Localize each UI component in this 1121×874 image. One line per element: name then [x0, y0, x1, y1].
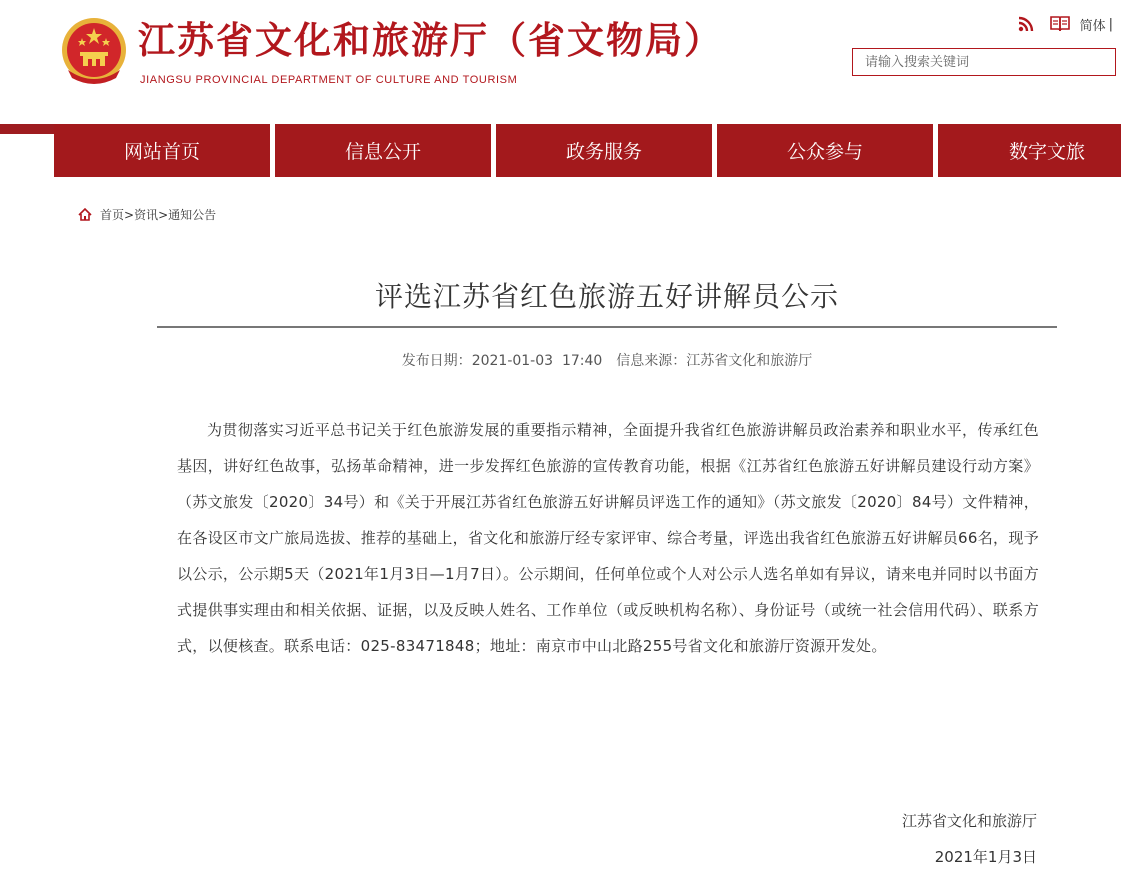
nav-item-home[interactable]: 网站首页	[54, 124, 275, 177]
date-label: 发布日期：	[401, 353, 472, 369]
source-value: 江苏省文化和旅游厅	[686, 353, 813, 369]
national-emblem-logo	[58, 14, 130, 86]
search-input[interactable]	[852, 48, 1116, 76]
site-title: 江苏省文化和旅游厅（省文物局）	[138, 19, 723, 62]
tools-separator: |	[1108, 16, 1113, 32]
nav-left-spacer	[0, 134, 54, 177]
signature-date: 2021年1月3日	[934, 848, 1037, 866]
source-label: 信息来源：	[616, 353, 687, 369]
date-value: 2021-01-03 17:40	[471, 353, 603, 369]
nav-item-public-participation[interactable]: 公众参与	[717, 124, 938, 177]
nav-item-digital-tourism[interactable]: 数字文旅	[938, 124, 1121, 177]
breadcrumb-home[interactable]: 首页	[100, 208, 125, 222]
language-switch[interactable]: 简体	[1079, 18, 1106, 34]
article-body: 为贯彻落实习近平总书记关于红色旅游发展的重要指示精神，全面提升我省红色旅游讲解员政治素养和职业水平，传承红色基因，讲好红色故事，弘扬革命精神，进一步发挥红色旅游的宣传教育功能，根据《江苏省红色旅游五好讲解员建设行动方案》（苏文旅发〔2020〕34号）和《关于开展江苏省红色旅游五好讲解员评选工作的通知》（苏文旅发〔2020〕84号）文件精神，在各设区市文广旅局选拔、推荐的基础上，省文化和旅游厅经专家评审、综合考量，评选出我省红色旅游五好讲解员66名，现予以公示，公示期5天（2021年1月3日—1月7日）。公示期间，任何单位或个人对公示人选名单如有异议，请来电并同时以书面方式提供事实理由和相关依据、证据，以及反映人姓名、工作单位（或反映机构名称）、身份证号（或统一社会信用代码）、联系方式，以便核查。联系电话：025-83471848；地址：南京市中山北路255号省文化和旅游厅资源开发处。	[177, 421, 1039, 655]
site-subtitle: JIANGSU PROVINCIAL DEPARTMENT OF CULTURE AND TOURISM	[140, 74, 518, 86]
header-tools	[1002, 14, 1113, 34]
nav-item-info-disclosure[interactable]: 信息公开	[275, 124, 496, 177]
book-icon[interactable]	[1050, 14, 1070, 34]
nav-item-gov-services[interactable]: 政务服务	[496, 124, 717, 177]
breadcrumb-news[interactable]: 资讯	[134, 208, 159, 222]
article-meta	[157, 350, 1057, 370]
breadcrumb-sep: >	[158, 207, 169, 222]
signature-org: 江苏省文化和旅游厅	[901, 812, 1037, 830]
article-title: 评选江苏省红色旅游五好讲解员公示	[374, 280, 839, 313]
home-icon	[78, 208, 92, 221]
breadcrumb-sep: >	[124, 207, 135, 222]
rss-icon[interactable]	[1016, 14, 1036, 34]
main-nav	[54, 124, 1121, 177]
title-divider	[157, 326, 1057, 328]
breadcrumb	[78, 206, 216, 223]
breadcrumb-notices[interactable]: 通知公告	[168, 208, 217, 222]
